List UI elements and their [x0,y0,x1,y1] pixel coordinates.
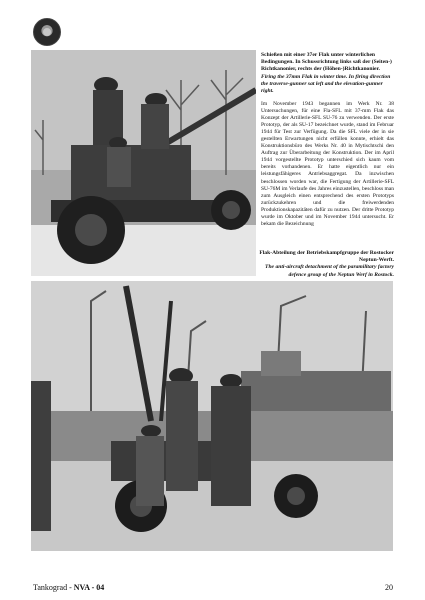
footer-series-number: NVA - 04 [73,583,105,592]
nva-emblem-icon [33,18,61,46]
caption-bottom-english: The anti-aircraft detachment of the paramilitary factory defence group of the Neptun Werf in Rostock. [265,264,394,278]
page-number: 20 [385,583,393,592]
emblem-center [43,28,51,36]
caption-bottom [246,250,394,279]
photo-flak-shipyard [31,281,393,551]
body-text: Im November 1943 begannen im Werk Nr. 38 Untersuchungen, für eine Fla-SFL mit 37-mm Flak das Konzept der Artillerie-SFL SU-76 zu verwenden. Der erste Prototyp, der als SU-17 bezeichnet wurde, stand im Februar 1944 für Test zur Verfügung. Da die SFL viele der in sie gestellten Erwartungen nicht erfüllen konnte, erhielt das Konstruktionsbüro des Werks Nr. 40 in Mytischtschi den Auftrag zur Überarbeitung der Konstruktion. Der im April 1944 vorgestellte Prototyp unterschied sich kaum vom bereits vorhandenen. Er hatte eigentlich nur ein leistungsfähigeres Antriebsaggregat. Da inzwischen beschlossen worden war, die Fertigung der Artillerie-SFL SU-76M im Verlaufe des Jahres einzustellen, beschloss man zum Ausgleich einen entsprechend des ersten Prototyps zurückzukehren und die freiwerdenden Produktionskapazitäten dafür zu nutzen. Der dritte Prototyp wurde im Oktober und im November 1944 untersucht. Er bekam die Bezeichnung [261,101,394,227]
caption-top-german: Schießen mit einer 37er Flak unter winterlichen Bedingungen. In Schussrichtung links saß der (Seiten-) Richtkanonier, rechts der (Höhen-)Richtkanonier. [261,52,392,73]
caption-top [261,52,394,95]
footer-publisher: Tankograd - [33,583,74,592]
footer-series [33,583,104,592]
caption-bottom-german: Flak-Abteilung der Betriebskampfgruppe der Rostocker Neptun-Werft. [259,250,394,264]
photo-flak-winter [31,50,256,276]
caption-top-english: Firing the 37mm Flak in winter time. In firing direction the traverse-gunner sat left and the elevation-gunner right. [261,73,391,95]
